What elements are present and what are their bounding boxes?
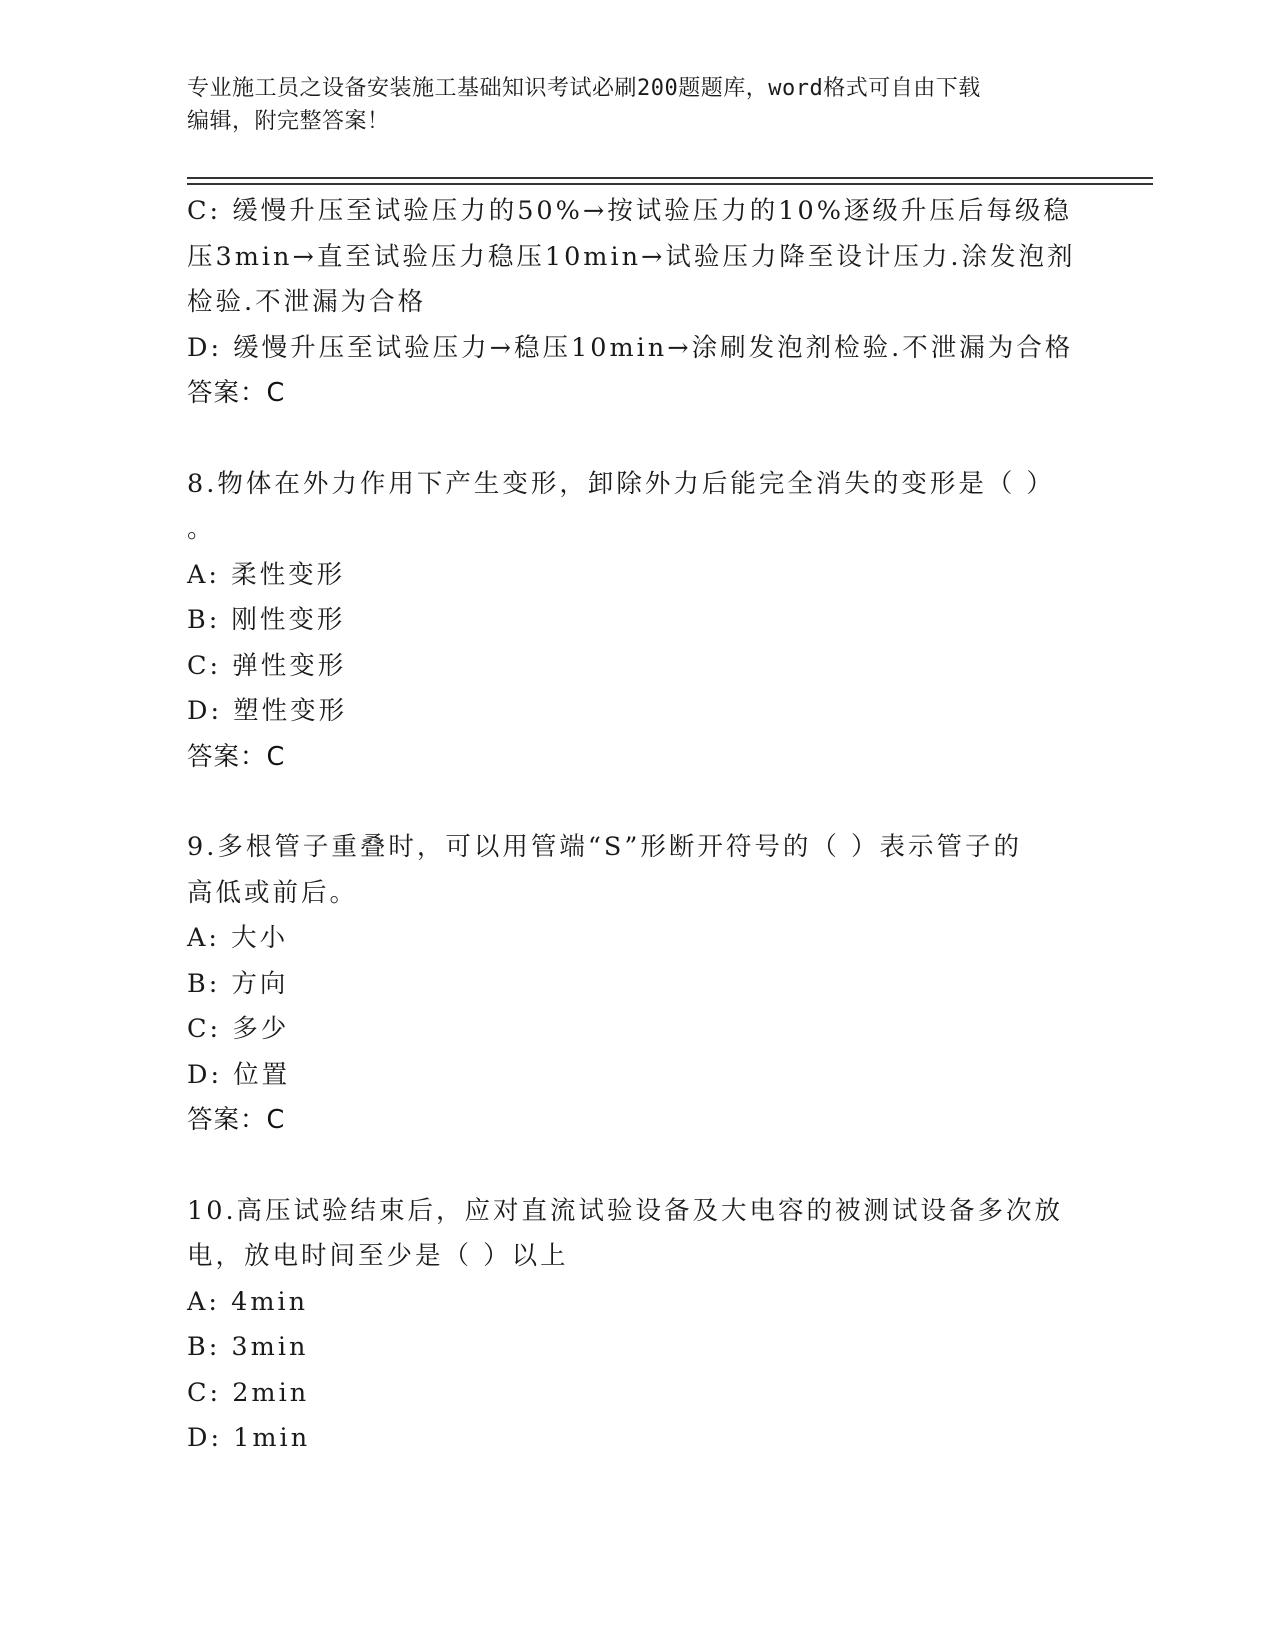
option-c: C: 多少	[187, 1014, 290, 1044]
option-a: A: 柔性变形	[187, 559, 346, 590]
option-a: A: 4min	[187, 1286, 309, 1317]
header-divider-top	[187, 177, 1153, 179]
answer: 答案：C	[187, 378, 286, 408]
question-7	[187, 189, 1087, 417]
question-8	[187, 462, 1087, 781]
document-header	[187, 72, 1067, 138]
header-title-line-1: 专业施工员之设备安装施工基础知识考试必刷200题题库，word格式可自由下载	[187, 76, 981, 101]
question-stem-line-2: 。	[187, 514, 216, 544]
option-c-line-1: C: 缓慢升压至试验压力的50%→按试验压力的10%逐级升压后每级稳	[187, 196, 1072, 226]
question-stem-line-1: 10.高压试验结束后，应对直流试验设备及大电容的被测试设备多次放	[187, 1195, 1064, 1226]
option-c-line-3: 检验.不泄漏为合格	[187, 287, 427, 317]
header-title-line-2: 编辑，附完整答案！	[187, 109, 390, 134]
option-d: D: 位置	[187, 1059, 291, 1090]
spacer	[187, 780, 1087, 825]
option-d: D: 塑性变形	[187, 696, 348, 726]
question-stem-line-1: 8.物体在外力作用下产生变形，卸除外力后能完全消失的变形是（ ）	[187, 468, 1055, 499]
option-c: C: 2min	[187, 1377, 310, 1408]
option-d: D: 1min	[187, 1423, 311, 1453]
question-list	[187, 189, 1087, 1462]
option-b: B: 刚性变形	[187, 605, 346, 635]
option-c-line-2: 压3min→直至试验压力稳压10min→试验压力降至设计压力.涂发泡剂	[187, 241, 1076, 272]
option-b: B: 3min	[187, 1332, 309, 1362]
header-divider-bottom	[187, 183, 1153, 185]
answer: 答案：C	[187, 1105, 286, 1135]
spacer	[187, 417, 1087, 462]
question-10	[187, 1189, 1087, 1462]
answer: 答案：C	[187, 741, 286, 772]
option-c: C: 弹性变形	[187, 650, 347, 681]
option-a: A: 大小	[187, 923, 289, 953]
question-stem-line-2: 电，放电时间至少是（ ）以上	[187, 1241, 569, 1271]
option-d: D: 缓慢升压至试验压力→稳压10min→涂刷发泡剂检验.不泄漏为合格	[187, 332, 1074, 363]
question-9	[187, 825, 1087, 1144]
question-stem-line-1: 9.多根管子重叠时，可以用管端“S”形断开符号的（ ）表示管子的	[187, 832, 1022, 862]
option-b: B: 方向	[187, 968, 289, 999]
question-stem-line-2: 高低或前后。	[187, 877, 359, 908]
spacer	[187, 1144, 1087, 1189]
